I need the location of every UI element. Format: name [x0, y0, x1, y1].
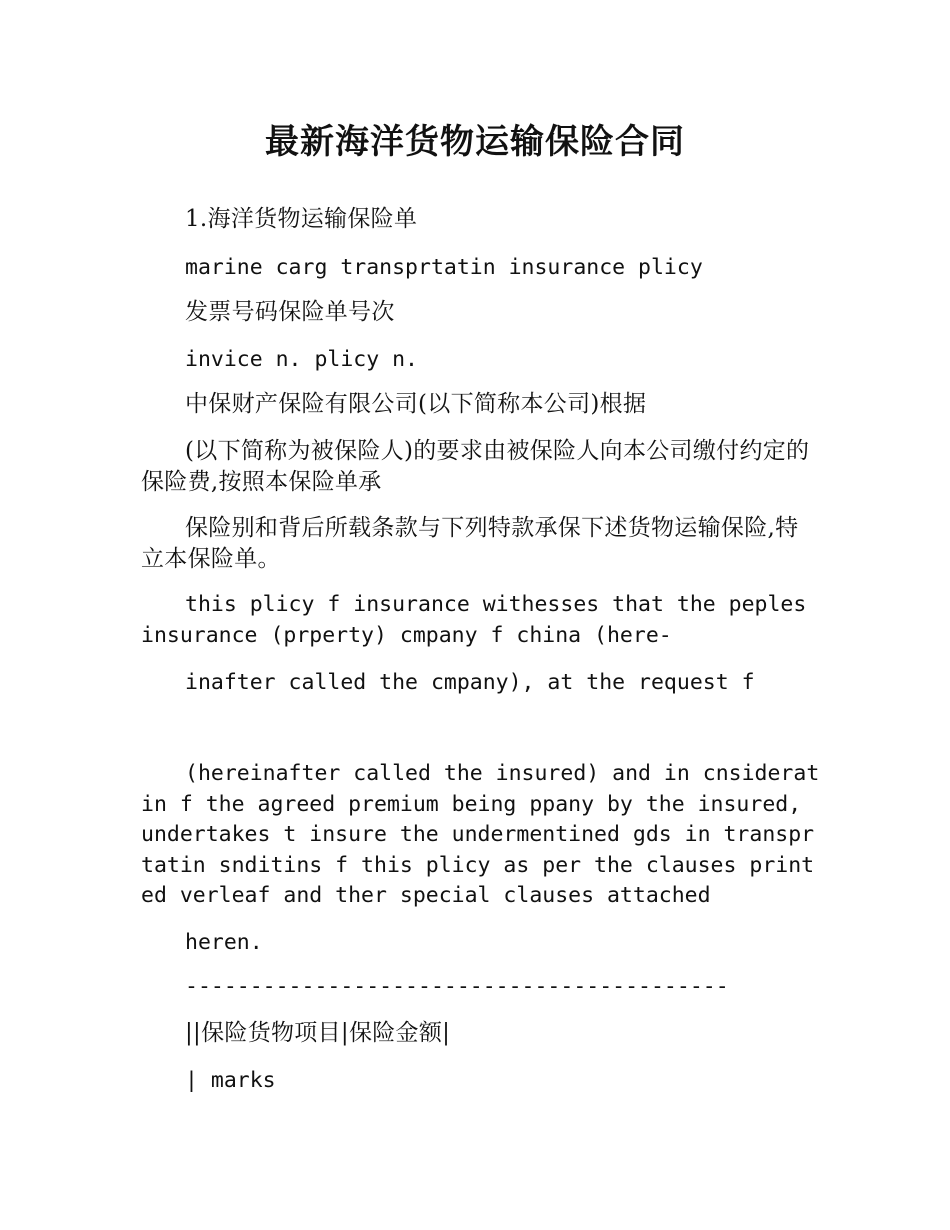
document-title: 最新海洋货物运输保险合同: [265, 122, 685, 162]
paragraph-coverage-terms: 保险别和背后所载条款与下列特款承保下述货物运输保险,特立本保险单。: [141, 515, 799, 572]
paragraph-invoice-policy-no-en: invice n. plicy n.: [185, 347, 418, 372]
table-header-row: ||保险货物项目|保险金额|: [185, 1020, 451, 1046]
paragraph-witness-clause: this plicy f insurance withesses that the peples insurance (prperty) cmpany f china (here-: [141, 592, 820, 648]
paragraph-hereon: heren.: [185, 930, 263, 955]
table-divider-line: ------------------------------------------: [185, 974, 729, 999]
paragraph-insured-undertaking: (hereinafter called the insured) and in cnsideratin f the agreed premium being ppany by the insured, undertakes t insure the undermentined gds in transprtatin snditins f this plicy as per the clauses printed verleaf and ther special clauses attached: [141, 761, 820, 908]
table-marks-row: | marks: [185, 1068, 276, 1093]
paragraph-invoice-policy-no: 发票号码保险单号次: [185, 299, 395, 325]
paragraph-insurer-intro: 中保财产保险有限公司(以下简称本公司)根据: [185, 391, 647, 417]
paragraph-insured-request: (以下简称为被保险人)的要求由被保险人向本公司缴付约定的保险费,按照本保险单承: [141, 438, 810, 495]
paragraph-company-request: inafter called the cmpany), at the request f: [185, 670, 755, 695]
paragraph-policy-heading-en: marine carg transprtatin insurance plicy: [185, 255, 703, 280]
paragraph-policy-heading: 1.海洋货物运输保险单: [185, 206, 418, 232]
